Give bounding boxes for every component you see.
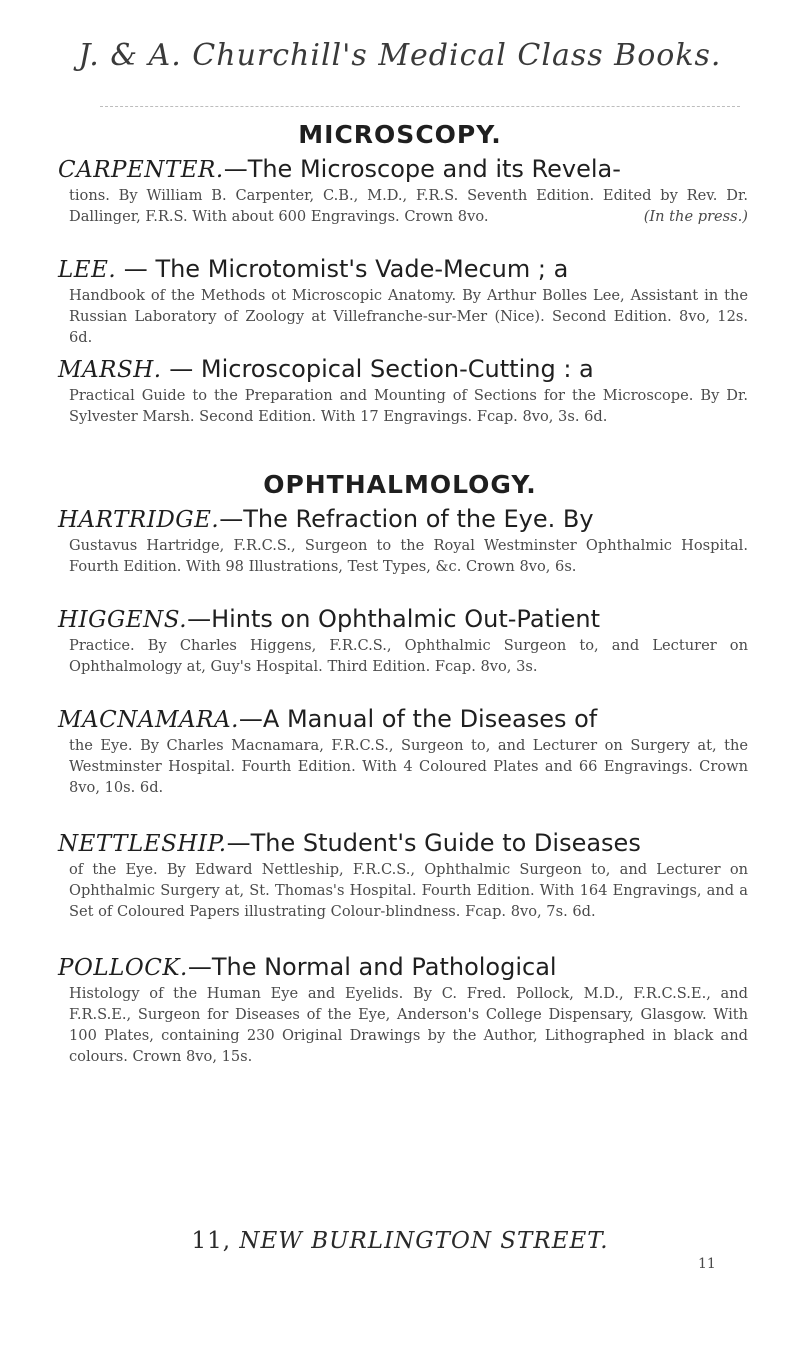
entry-description: Handbook of the Methods ot Microscopic Anatomy. By Arthur Bolles Lee, Assistant in the Russian Laboratory of Zoology at Villefranche-sur-Mer (Nice). Second Edition. 8vo, 12s. 6d. (69, 287, 748, 346)
entry-macnamara (58, 704, 748, 798)
entry-heading (58, 828, 748, 859)
entry-description: Practice. By Charles Higgens, F.R.C.S., Ophthalmic Surgeon to, and Lecturer on Ophthalmology at, Guy's Hospital. Third Edition. Fcap. 8vo, 3s. (69, 637, 748, 675)
entry-author: MACNAMARA. (58, 707, 239, 733)
entry-hartridge (58, 504, 748, 577)
entry-heading (58, 952, 748, 983)
entry-title: Hints on Ophthalmic Out-Patient (211, 605, 600, 633)
entry-title: The Microtomist's Vade-Mecum ; a (155, 255, 569, 283)
entry-author: MARSH. (58, 357, 162, 383)
publisher-address (0, 1228, 800, 1254)
entry-heading (58, 704, 748, 735)
entry-higgens (58, 604, 748, 677)
entry-marsh (58, 354, 748, 427)
entry-heading (58, 154, 748, 185)
entry-description: Gustavus Hartridge, F.R.C.S., Surgeon to the Royal Westminster Ophthalmic Hospital. Fourth Edition. With 98 Illustrations, Test Types, &c. Crown 8vo, 6s. (69, 537, 748, 575)
entry-description: of the Eye. By Edward Nettleship, F.R.C.S., Ophthalmic Surgeon to, and Lecturer on Ophthalmic Surgery at, St. Thomas's Hospital. Fourth Edition. With 164 Engravings, and a Set of Coloured Papers illustrating Colour-blindness. Fcap. 8vo, 7s. 6d. (69, 861, 748, 920)
entry-author: HIGGENS. (58, 607, 188, 633)
entry-heading (58, 504, 748, 535)
entry-description: Practical Guide to the Preparation and Mounting of Sections for the Microscope. By Dr. Sylvester Marsh. Second Edition. With 17 Engravings. Fcap. 8vo, 3s. 6d. (69, 387, 748, 425)
dash: — (223, 155, 248, 183)
dash: — (187, 953, 212, 981)
entry-pollock (58, 952, 748, 1067)
entry-title: Microscopical Section-Cutting : a (200, 355, 594, 383)
entry-title: The Microscope and its Revela- (247, 155, 621, 183)
entry-heading (58, 604, 748, 635)
address-number: 11, (191, 1228, 232, 1254)
dash: — (219, 505, 244, 533)
entry-author: NETTLESHIP. (58, 831, 227, 857)
entry-author: HARTRIDGE. (58, 507, 220, 533)
entry-description (69, 185, 748, 227)
page-number: 11 (698, 1256, 716, 1272)
entry-lee (58, 254, 748, 348)
dash: — (116, 255, 156, 283)
entry-title: The Normal and Pathological (211, 953, 557, 981)
section-title-microscopy: MICROSCOPY. (298, 120, 502, 149)
entry-title: The Student's Guide to Diseases (250, 829, 641, 857)
header-rule (100, 106, 740, 107)
running-head: J. & A. Churchill's Medical Class Books. (78, 38, 722, 73)
entry-description: Histology of the Human Eye and Eyelids. By C. Fred. Pollock, M.D., F.R.C.S.E., and F.R.S.E., Surgeon for Diseases of the Eye, Anderson's College Dispensary, Glasgow. With 100 Plates, containing 230 Original Drawings by the Author, Lithographed in black and colours. Crown 8vo, 15s. (69, 985, 748, 1065)
entry-author: CARPENTER. (58, 157, 224, 183)
entry-title: The Refraction of the Eye. By (243, 505, 594, 533)
entry-status: (In the press.) (643, 208, 748, 225)
entry-heading (58, 254, 748, 285)
entry-author: LEE. (58, 257, 117, 283)
entry-title: A Manual of the Diseases of (262, 705, 598, 733)
dash: — (161, 355, 201, 383)
dash: — (238, 705, 263, 733)
entry-body-text: tions. By William B. Carpenter, C.B., M.D., F.R.S. Seventh Edition. Edited by Rev. Dr. Dallinger, F.R.S. With about 600 Engravings. Crown 8vo. (69, 187, 748, 225)
entry-heading (58, 354, 748, 385)
dash: — (226, 829, 251, 857)
address-street: NEW BURLINGTON STREET. (239, 1228, 609, 1254)
dash: — (187, 605, 212, 633)
entry-description: the Eye. By Charles Macnamara, F.R.C.S., Surgeon to, and Lecturer on Surgery at, the Westminster Hospital. Fourth Edition. With 4 Coloured Plates and 66 Engravings. Crown 8vo, 10s. 6d. (69, 737, 748, 796)
entry-nettleship (58, 828, 748, 922)
entry-carpenter (58, 154, 748, 227)
entry-author: POLLOCK. (58, 955, 188, 981)
section-title-ophthalmology: OPHTHALMOLOGY. (263, 470, 537, 499)
